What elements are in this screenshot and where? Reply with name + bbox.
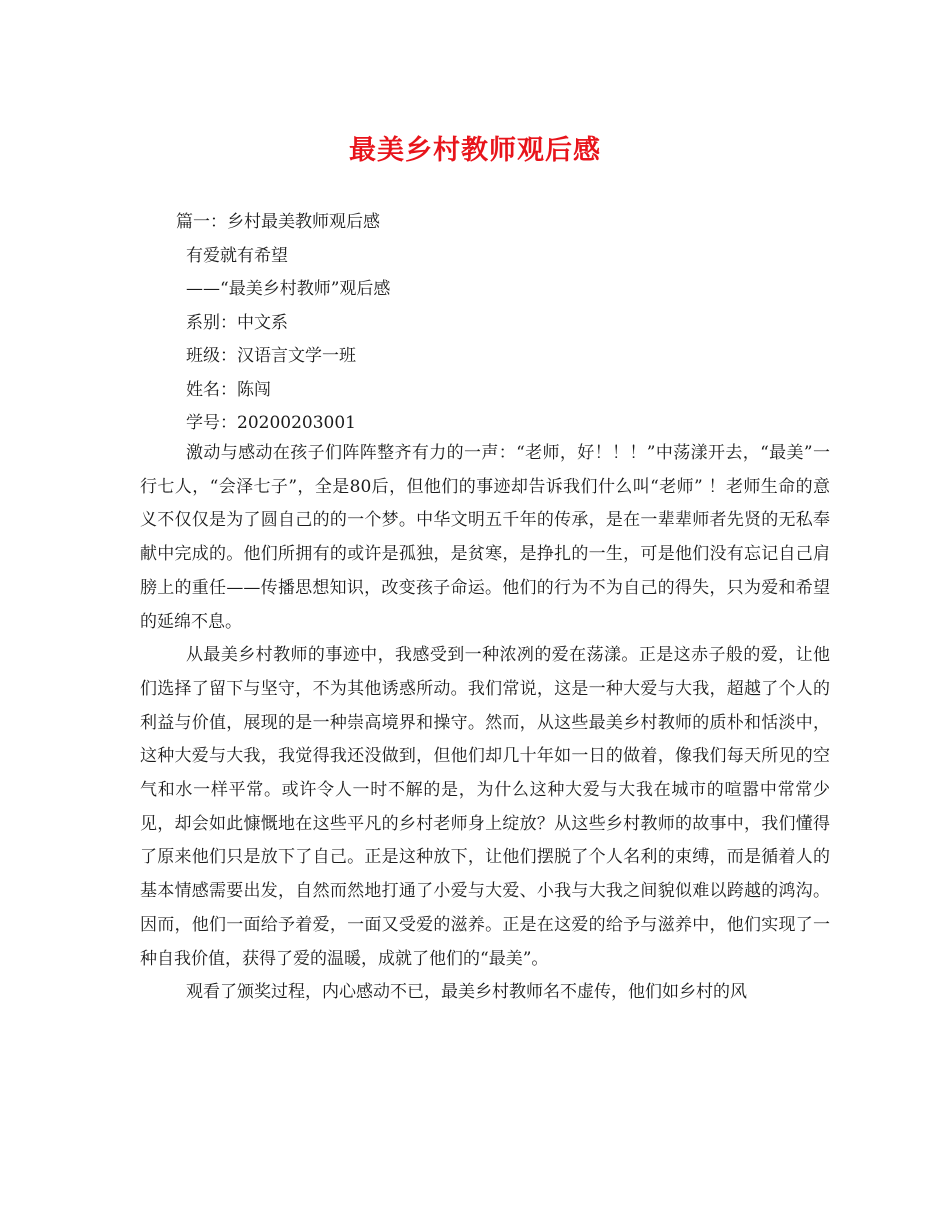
- class-line: 班级：汉语言文学一班: [186, 346, 356, 366]
- student-id-line: 学号：20200203001: [186, 413, 356, 433]
- document-body: [140, 437, 830, 1010]
- name-line: 姓名：陈闯: [186, 379, 271, 400]
- essay-heading: 有爱就有希望: [186, 245, 288, 266]
- paragraph: 激动与感动在孩子们阵阵整齐有力的一声：“老师，好！！！”中荡漾开去，“最美”一行七人，“会泽七子”，全是80后，但他们的事迹却告诉我们什么叫“老师” ！老师生命的意义不仅仅是为了圆自己的的一个梦。中华文明五千年的传承，是在一辈辈师者先贤的无私奉献中完成的。他们所拥有的或许是孤独，是贫寒，是挣扎的一生，可是他们没有忘记自己肩膀上的重任——传播思想知识，改变孩子命运。他们的行为不为自己的得失，只为爱和希望的延绵不息。: [140, 443, 830, 632]
- document-title: 最美乡村教师观后感: [349, 135, 601, 166]
- essay-subheading: ——“最美乡村教师”观后感: [186, 279, 391, 299]
- paragraph: 观看了颁奖过程，内心感动不已，最美乡村教师名不虚传，他们如乡村的风: [186, 982, 747, 1003]
- section-heading: 篇一：乡村最美教师观后感: [176, 212, 380, 232]
- document-meta: [0, 206, 950, 441]
- paragraph: 从最美乡村教师的事迹中，我感受到一种浓冽的爱在荡漾。正是这赤子般的爱，让他们选择了留下与坚守，不为其他诱惑所动。我们常说，这是一种大爱与大我，超越了个人的利益与价值，展现的是一种崇高境界和操守。然而，从这些最美乡村教师的质朴和恬淡中，这种大爱与大我，我觉得我还没做到，但他们却几十年如一日的做着，像我们每天所见的空气和水一样平常。或许令人一时不解的是，为什么这种大爱与大我在城市的喧嚣中常常少见，却会如此慷慨地在这些平凡的乡村老师身上绽放？从这些乡村教师的故事中，我们懂得了原来他们只是放下了自己。正是这种放下，让他们摆脱了个人名利的束缚，而是循着人的基本情感需要出发，自然而然地打通了小爱与大爱、小我与大我之间貌似难以跨越的鸿沟。因而，他们一面给予着爱，一面又受爱的滋养。正是在这爱的给予与滋养中，他们实现了一种自我价值，获得了爱的温暖，成就了他们的“最美”。: [140, 645, 830, 969]
- department-line: 系别：中文系: [186, 312, 288, 333]
